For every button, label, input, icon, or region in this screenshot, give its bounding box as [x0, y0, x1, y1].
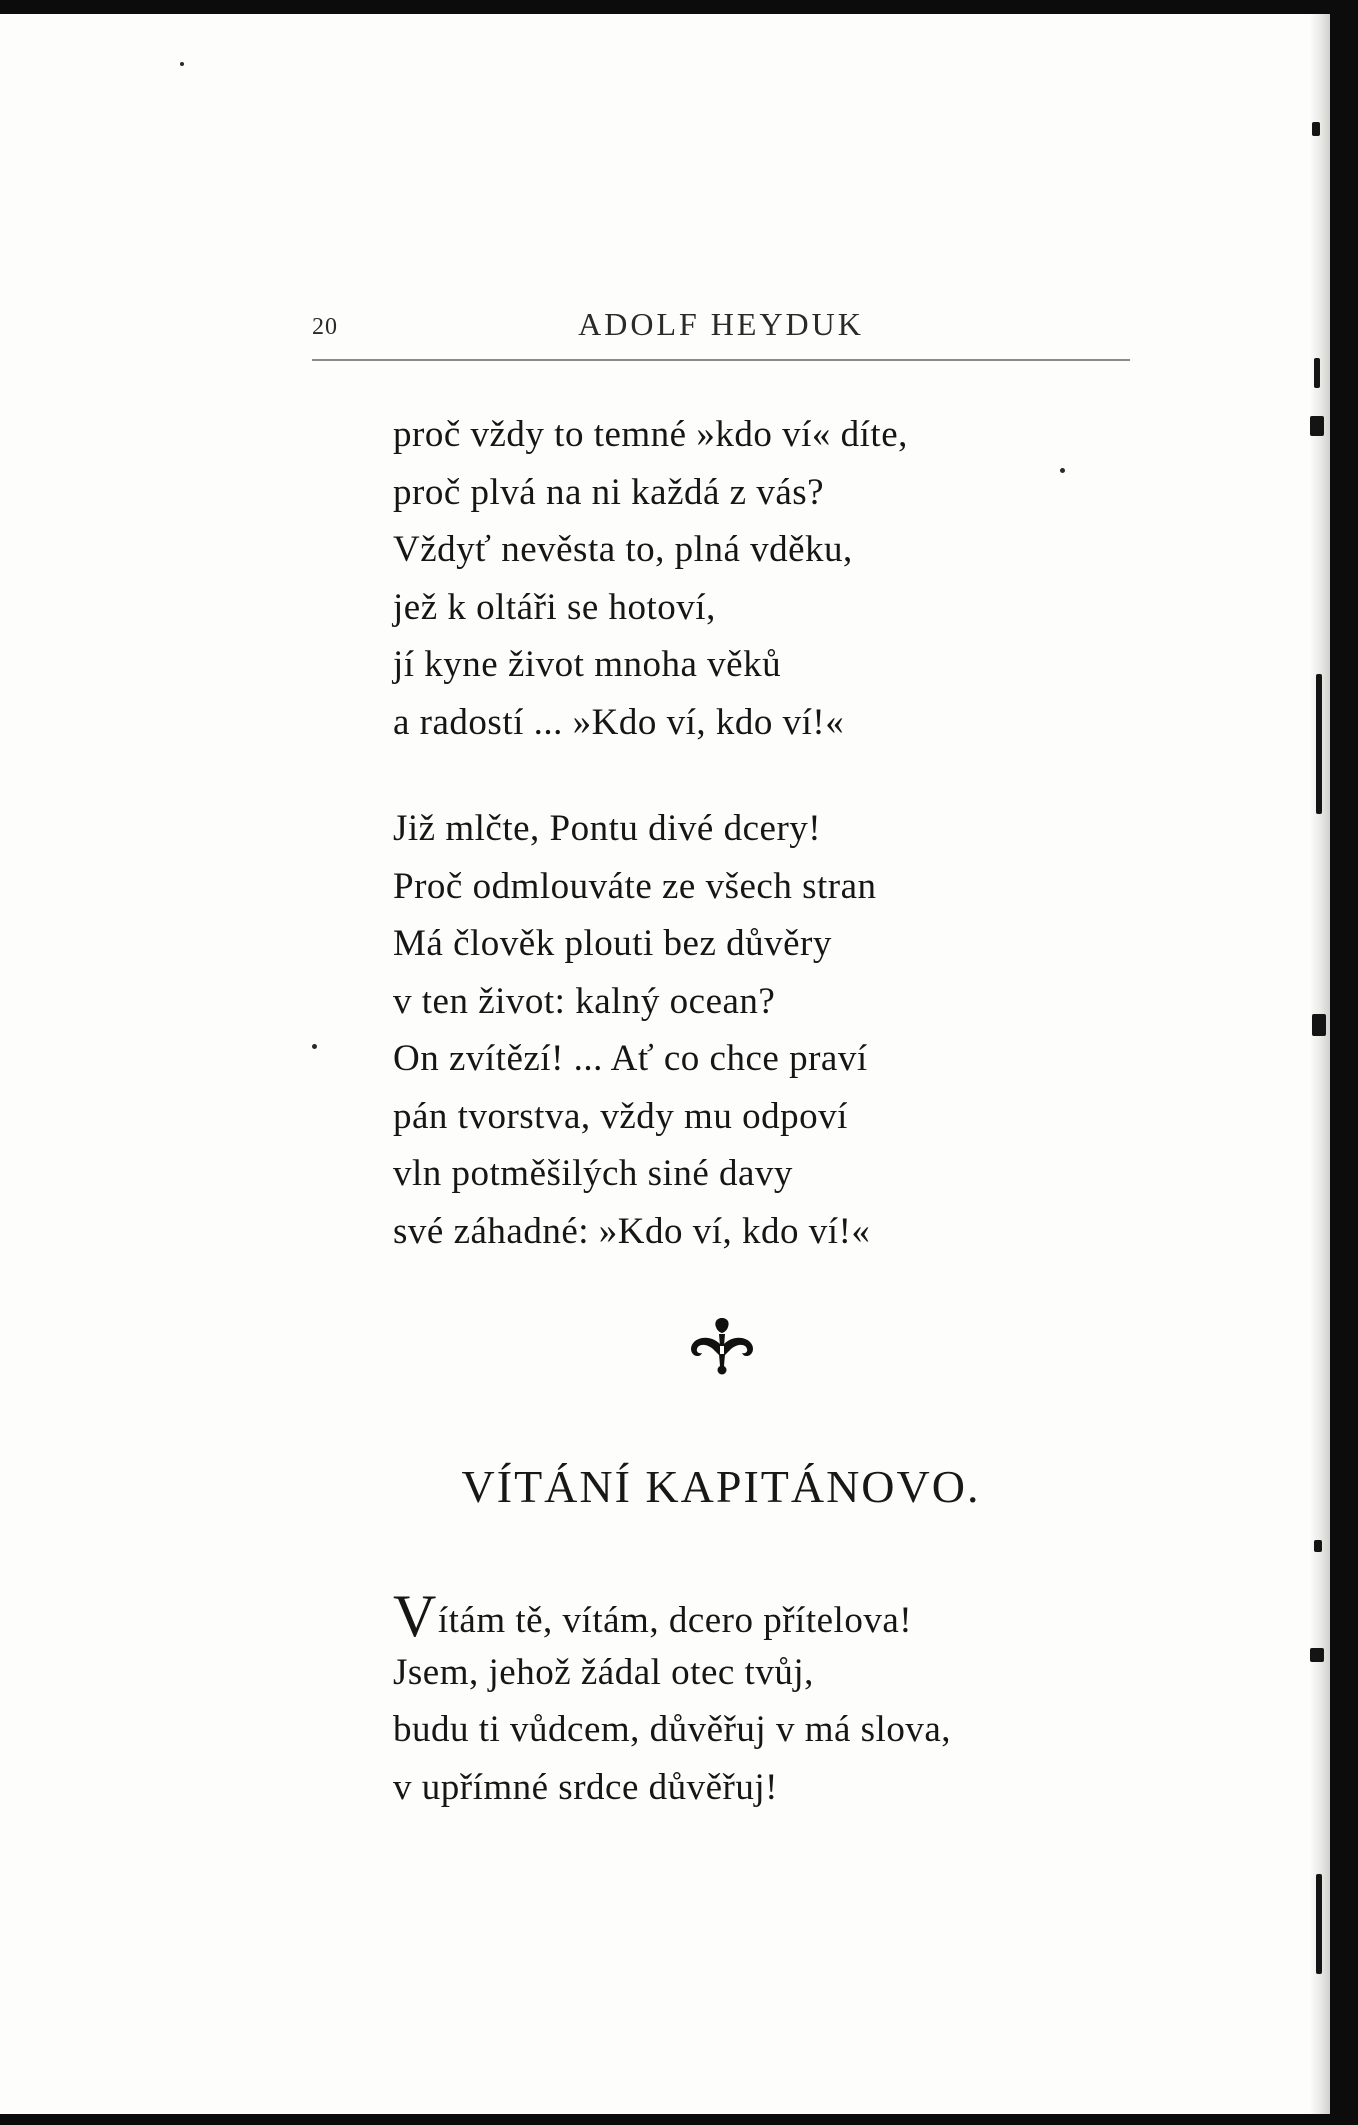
- page-edge-shadow: [1310, 14, 1330, 2114]
- fleuron-icon: [686, 1316, 758, 1376]
- verse-line: své záhadné: »Kdo ví, kdo ví!«: [393, 1210, 871, 1252]
- edge-mark: [1310, 1648, 1324, 1662]
- edge-mark: [1316, 674, 1322, 814]
- stanza-3: [393, 1583, 952, 1816]
- running-head: [312, 306, 1130, 346]
- verse-line: jí kyne život mnoha věků: [393, 644, 782, 685]
- edge-mark: [1312, 1014, 1326, 1036]
- print-speck: [312, 1044, 317, 1049]
- drop-cap: V: [393, 1583, 437, 1649]
- verse-line: Jsem, jehož žádal otec tvůj,: [393, 1651, 814, 1693]
- verse-line: vln potměšilých siné davy: [393, 1153, 793, 1194]
- poem-title: VÍTÁNÍ KAPITÁNOVO.: [461, 1461, 981, 1512]
- verse-line: jež k oltáři se hotoví,: [393, 586, 716, 628]
- stanza-2: [393, 800, 877, 1260]
- verse-line: budu ti vůdcem, důvěřuj v má slova,: [393, 1709, 952, 1750]
- header-rule: [312, 359, 1130, 361]
- author-name: ADOLF HEYDUK: [578, 306, 864, 342]
- verse-line: a radostí ... »Kdo ví, kdo ví!«: [393, 701, 845, 743]
- book-page: [0, 14, 1330, 2114]
- verse-line-first: [393, 1583, 951, 1649]
- print-speck: [180, 62, 184, 66]
- print-speck: [1060, 468, 1065, 473]
- edge-mark: [1312, 122, 1320, 136]
- edge-mark: [1316, 1874, 1322, 1974]
- verse-line: v ten život: kalný ocean?: [393, 980, 776, 1022]
- verse-line: pán tvorstva, vždy mu odpoví: [393, 1095, 848, 1137]
- verse-line: Proč odmlouváte ze všech stran: [393, 865, 877, 907]
- verse-line: Vždyť nevěsta to, plná vděku,: [393, 529, 853, 570]
- verse-line: proč vždy to temné »kdo ví« díte,: [393, 414, 908, 455]
- page-number: 20: [312, 314, 338, 340]
- verse-line: On zvítězí! ... Ať co chce praví: [393, 1038, 868, 1079]
- verse-line: Již mlčte, Pontu divé dcery!: [393, 808, 822, 849]
- edge-mark: [1314, 358, 1320, 388]
- edge-mark: [1310, 416, 1324, 436]
- stanza-1: [393, 406, 908, 751]
- first-line-text: ítám tě, vítám, dcero přítelova!: [437, 1600, 913, 1641]
- verse-line: proč plvá na ni každá z vás?: [393, 471, 825, 513]
- verse-line: v upřímné srdce důvěřuj!: [393, 1766, 778, 1808]
- verse-line: Má člověk plouti bez důvěry: [393, 923, 832, 964]
- edge-mark: [1314, 1540, 1322, 1552]
